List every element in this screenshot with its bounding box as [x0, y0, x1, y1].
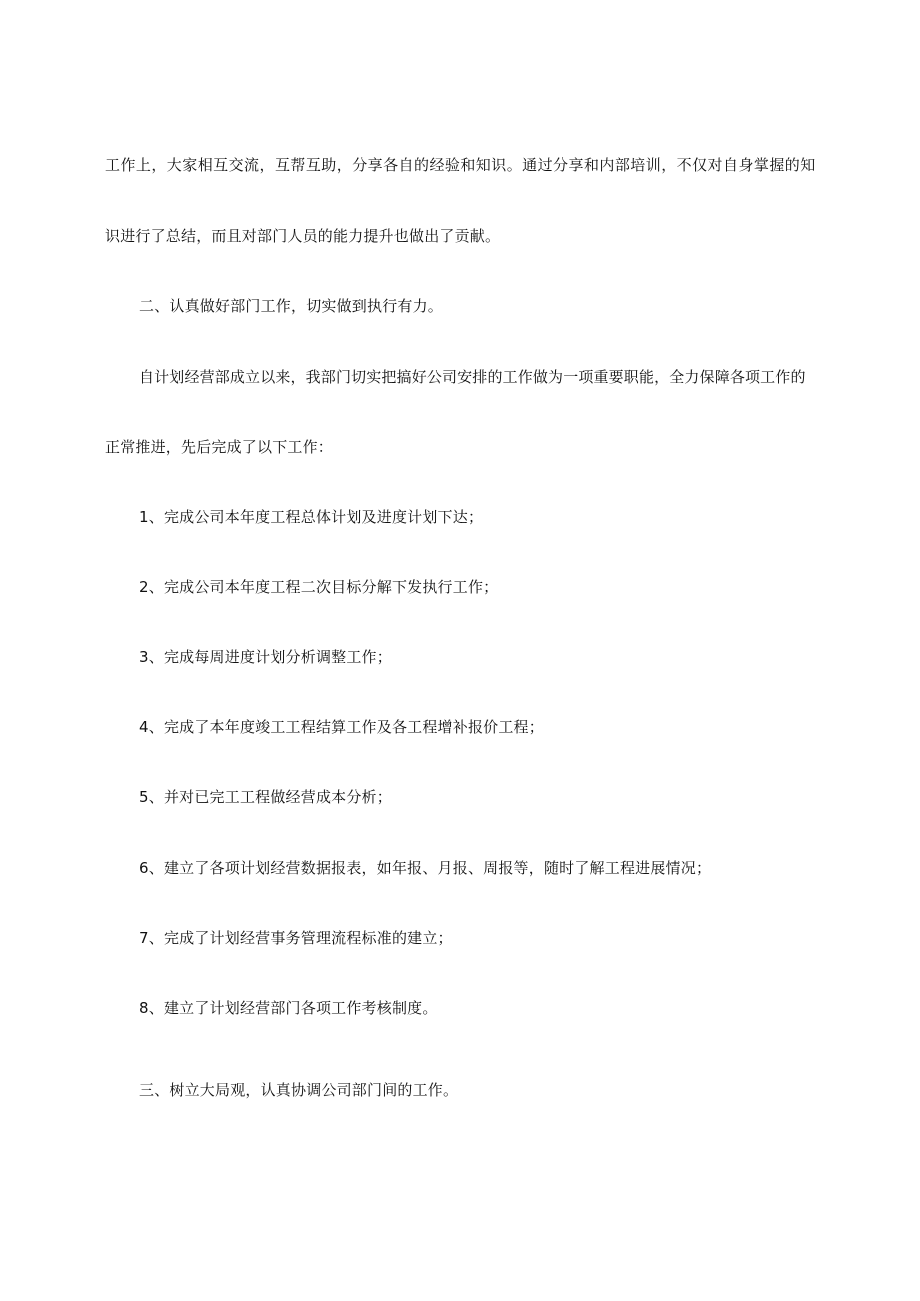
list-item-8: 8、建立了计划经营部门各项工作考核制度。	[139, 999, 438, 1017]
list-item-2: 2、完成公司本年度工程二次目标分解下发执行工作；	[139, 578, 499, 596]
section-heading-3: 三、树立大局观，认真协调公司部门间的工作。	[139, 1081, 459, 1099]
list-item-5: 5、并对已完工工程做经营成本分析；	[139, 788, 392, 806]
list-item-7: 7、完成了计划经营事务管理流程标准的建立；	[139, 929, 453, 947]
paragraph-line-4: 正常推进，先后完成了以下工作：	[105, 438, 334, 456]
list-item-1: 1、完成公司本年度工程总体计划及进度计划下达；	[139, 508, 484, 526]
list-item-4: 4、完成了本年度竣工工程结算工作及各工程增补报价工程；	[139, 718, 544, 736]
paragraph-line-1: 工作上，大家相互交流，互帮互助，分享各自的经验和知识。通过分享和内部培训，不仅对自身掌握的知	[105, 156, 816, 174]
list-item-3: 3、完成每周进度计划分析调整工作；	[139, 648, 392, 666]
list-item-6: 6、建立了各项计划经营数据报表，如年报、月报、周报等，随时了解工程进展情况；	[139, 859, 712, 877]
paragraph-line-3: 自计划经营部成立以来，我部门切实把搞好公司安排的工作做为一项重要职能，全力保障各项工作的	[139, 368, 806, 386]
paragraph-line-2: 识进行了总结，而且对部门人员的能力提升也做出了贡献。	[105, 227, 501, 245]
section-heading-2: 二、认真做好部门工作，切实做到执行有力。	[139, 297, 444, 315]
